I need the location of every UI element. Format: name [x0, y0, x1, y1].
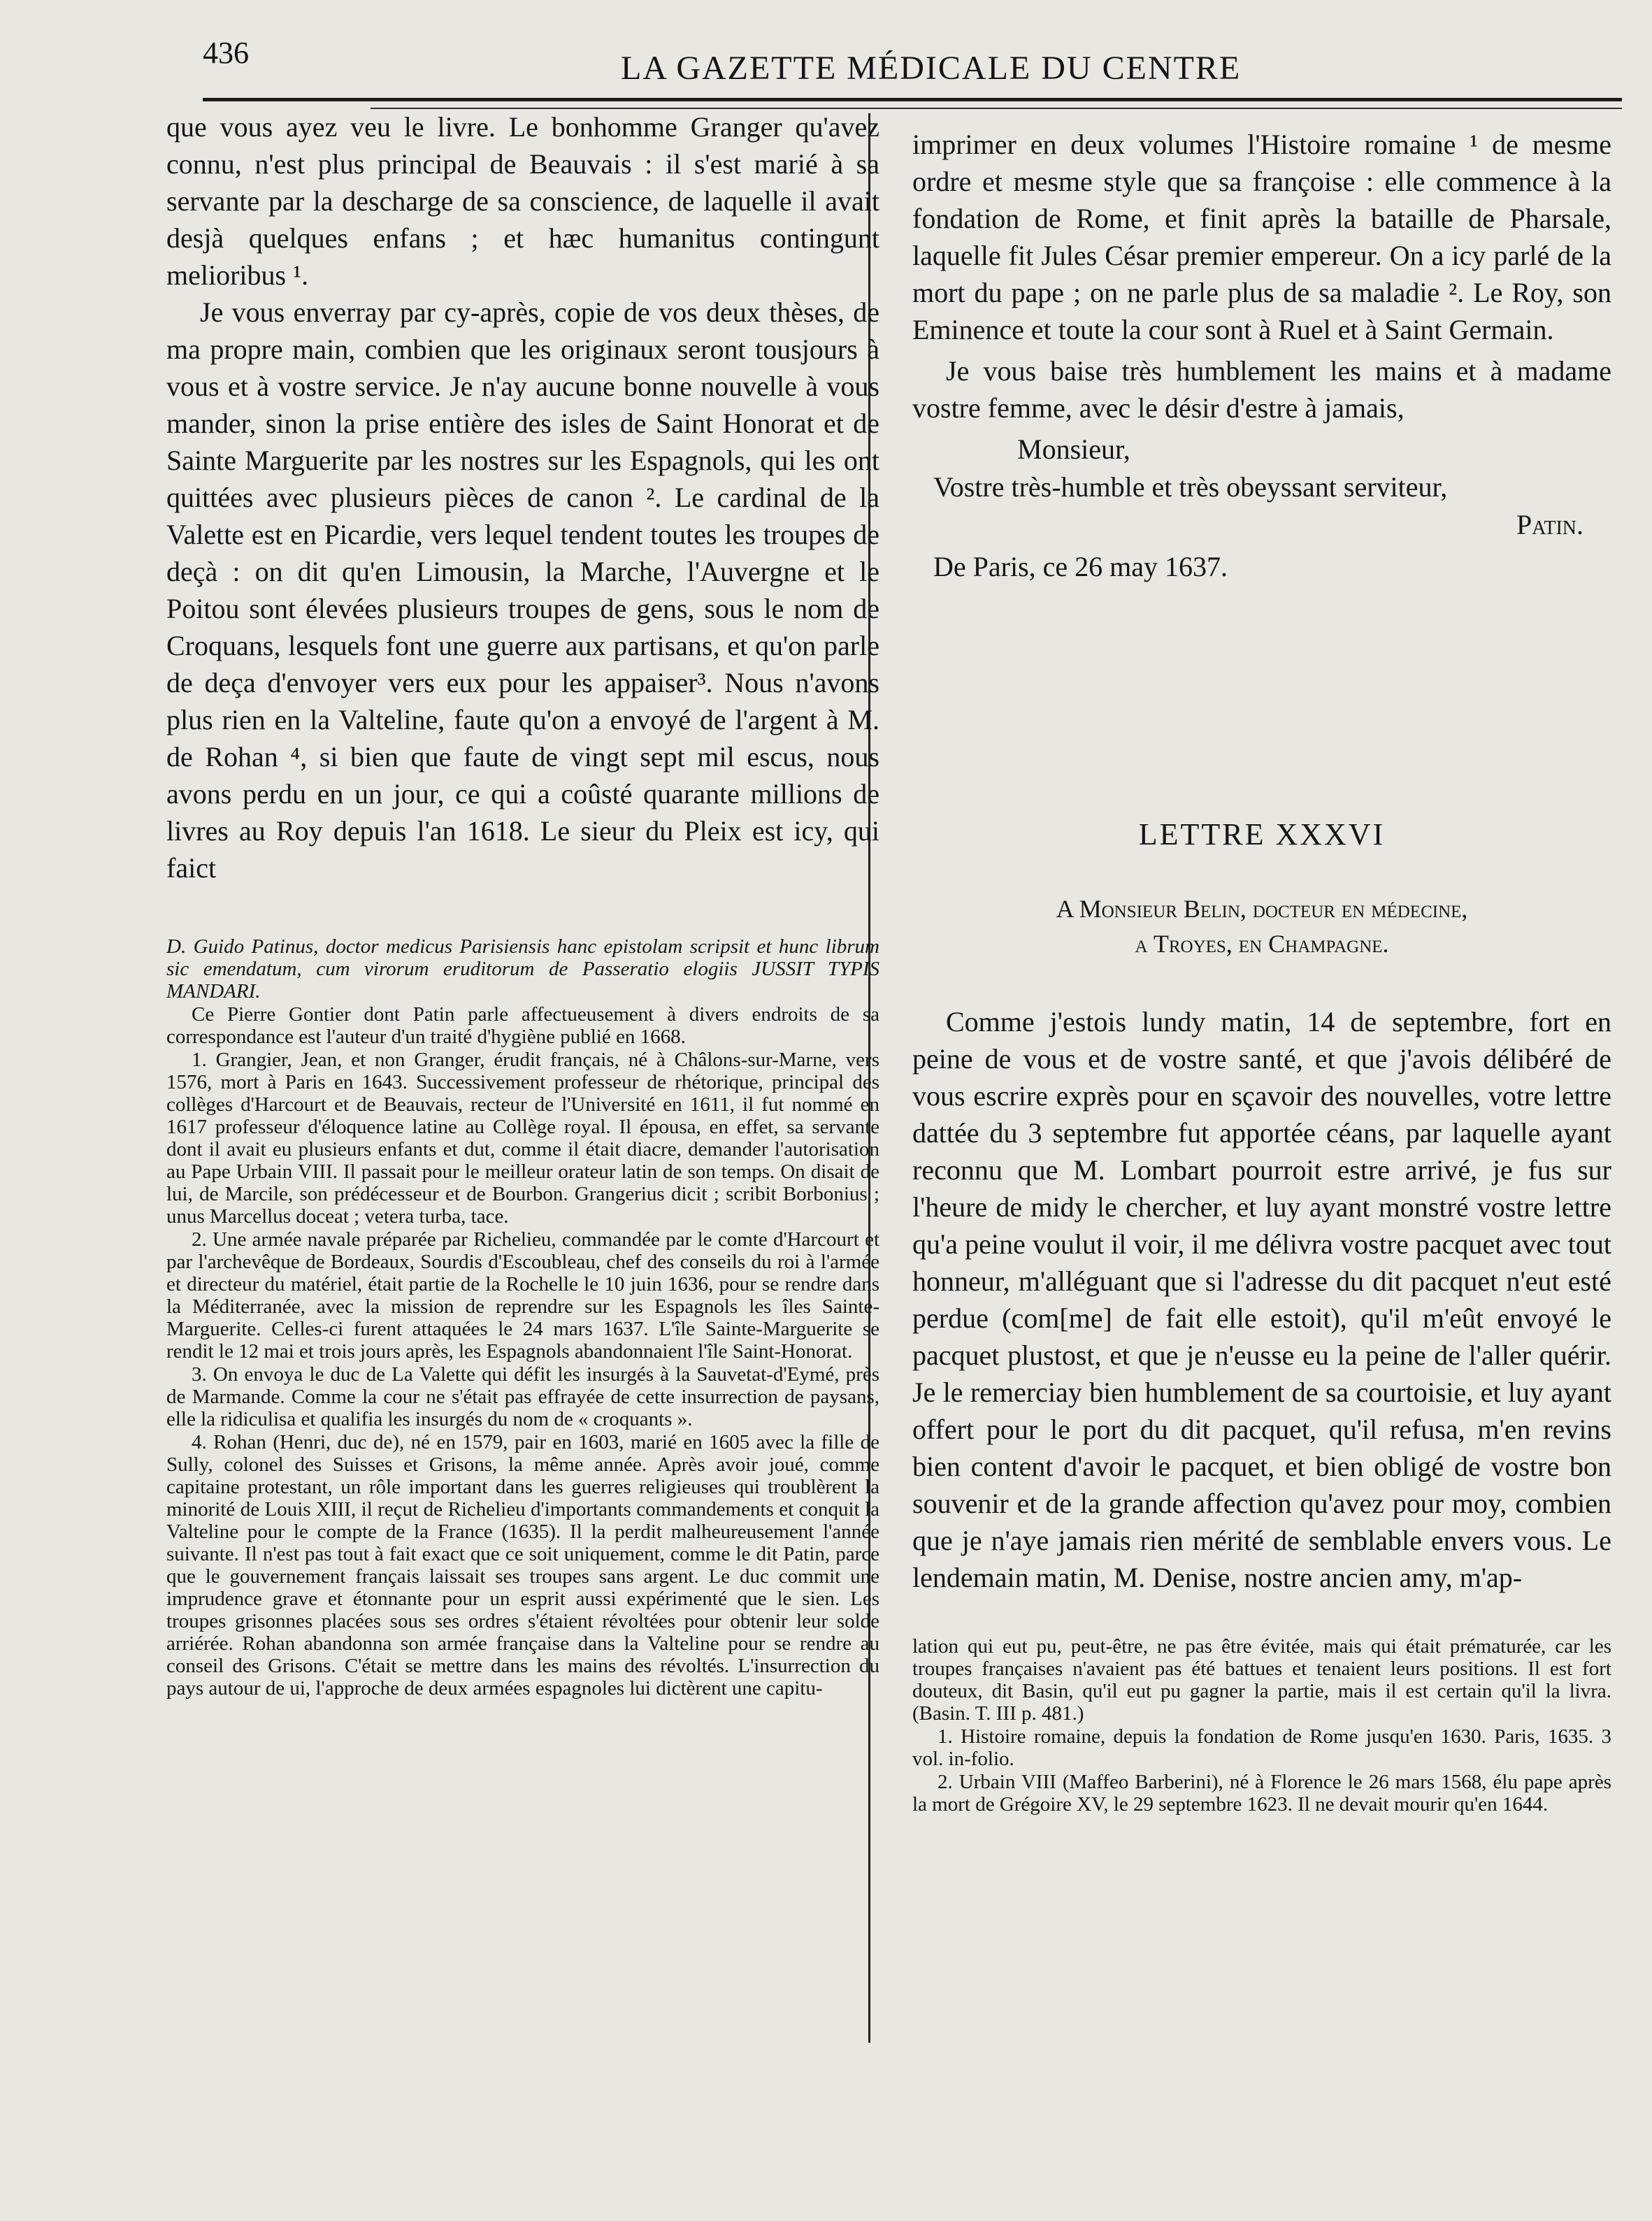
- footnote-4: 4. Rohan (Henri, duc de), né en 1579, pair en 1603, marié en 1605 avec la fille de Sully, colonel des Suisses et Grisons, la même année. Après avoir joué, comme capitaine protestant, un rôle important dans les guerres religieuses qui troublèrent la minorité de Louis XIII, il reçut de Richelieu d'importants commandements et conquit la Valteline pour le compte de la France (1635). Il la perdit malheureusement l'année suivante. Il n'est pas tout à fait exact que ce soit uniquement, comme le dit Patin, parce que le gouvernement français laissait ses troupes sans argent. Le duc commit une imprudence grave et étonnante pour un esprit aussi expérimenté que le sien. Les troupes grisonnes placées sous ses ordres s'étaient révoltées pour obtenir leur solde arriérée. Rohan abandonna son armée française dans la Valteline pour se rendre au conseil des Grisons. C'était se mettre dans les mains des révoltés. L'insurrection du pays autour de ui, l'approche de deux armées espagnoles lui dictèrent une capitu-: [166, 1431, 879, 1699]
- left-paragraph-1: que vous ayez veu le livre. Le bonhomme Granger qu'avez connu, n'est plus principal de Beauvais : il s'est marié à sa servante par la descharge de sa conscience, de laquelle il avait desjà quelques enfans ; et hæc humanitus contingunt melioribus ¹.: [166, 111, 879, 291]
- addressee-line-1: A Monsieur Belin, docteur en médecine,: [1056, 895, 1468, 923]
- closing-date: De Paris, ce 26 may 1637.: [933, 551, 1228, 582]
- left-paragraph-2: Je vous enverray par cy-après, copie de vos deux thèses, de ma propre main, combien que les originaux seront tousjours à vous et à vostre service. Je n'ay aucune bonne nouvelle à vous mander, sinon la prise entière des isles de Saint Honorat et de Sainte Marguerite par les nostres sur les Espagnols, qui les ont quittées avec plusieurs pièces de canon ². Le cardinal de la Valette est en Picardie, vers lequel tendent toutes les troupes de deçà : on dit qu'en Limousin, la Marche, l'Auvergne et le Poitou sont élevées plusieurs troupes de gens, sous le nom de Croquans, lesquels font une guerre aux partisans, et qu'on parle de deça d'envoyer vers eux pour les appaiser³. Nous n'avons plus rien en la Valteline, faute qu'on a envoyé de l'argent à M. de Rohan ⁴, si bien que faute de vingt sept mil escus, nous avons perdu en un jour, ce qui a coûsté quarante millions de livres au Roy depuis l'an 1618. Le sieur du Pleix est icy, qui faict: [166, 296, 879, 884]
- left-footnotes: [166, 935, 879, 1699]
- right-column: [912, 126, 1611, 1816]
- footnote-right-1: 1. Histoire romaine, depuis la fondation de Rome jusqu'en 1630. Paris, 1635. 3 vol. in-folio.: [912, 1725, 1611, 1770]
- right-footnotes: [912, 1635, 1611, 1816]
- footnote-1: 1. Grangier, Jean, et non Granger, érudit français, né à Châlons-sur-Marne, vers 1576, mort à Paris en 1643. Successivement professeur de rhétorique, principal des collèges d'Harcourt et de Beauvais, recteur de l'Université en 1611, il fut nommé en 1617 professeur d'éloquence latine au Collège royal. Il épousa, en effet, sa servante dont il avait eu plusieurs enfants et dut, comme il était diacre, demander l'autorisation au Pape Urbain VIII. Il passait pour le meilleur orateur latin de son temps. On disait de lui, de Marcile, son prédécesseur et de Bourbon. Grangerius dicit ; scribit Borbonius ; unus Marcellus doceat ; vetera turba, tace.: [166, 1049, 879, 1228]
- letter-title: LETTRE XXXVI: [1138, 817, 1386, 851]
- footnote-dedication: D. Guido Patinus, doctor medicus Parisiensis hanc epistolam scripsit et hunc librum sic emendatum, cum virorum eruditorum de Passeratio elogiis JUSSIT TYPIS MANDARI.: [166, 935, 879, 1002]
- right-body: [912, 126, 1611, 426]
- letter-addressee: [912, 891, 1611, 961]
- right-paragraph-1: imprimer en deux volumes l'Histoire romaine ¹ de mesme ordre et mesme style que sa françoise : elle commence à la fondation de Rome, et finit après la bataille de Pharsale, laquelle fit Jules César premier empereur. On a icy parlé de la mort du pape ; on ne parle plus de sa maladie ². Le Roy, son Eminence et toute la cour sont à Ruel et à Saint Germain.: [912, 129, 1611, 345]
- letter-body-container: [912, 1003, 1611, 1596]
- closing-servant: Vostre très-humble et très obeyssant serviteur,: [933, 471, 1448, 503]
- page-header: [203, 28, 1622, 98]
- letter-xxxvi: [912, 817, 1611, 1596]
- footnote-gontier: Ce Pierre Gontier dont Patin parle affectueusement à divers endroits de sa correspondance est l'auteur d'un traité d'hygiène publié en 1668.: [166, 1003, 879, 1048]
- footnote-right-2: 2. Urbain VIII (Maffeo Barberini), né à Florence le 26 mars 1568, élu pape après la mort de Grégoire XV, le 29 septembre 1623. Il ne devait mourir qu'en 1644.: [912, 1771, 1611, 1816]
- letter-closing: [912, 431, 1611, 586]
- left-column: [166, 108, 879, 1700]
- header-rule: [203, 98, 1622, 101]
- footnote-4-continued: lation qui eut pu, peut-être, ne pas être évitée, mais qui était prématurée, car les troupes françaises n'avaient pas été battues et tenaient leurs positions. Il est fort douteux, dit Basin, qu'il eut pu gagner la partie, mais il est certain qu'il la livra. (Basin. T. III p. 481.): [912, 1635, 1611, 1725]
- journal-title: LA GAZETTE MÉDICALE DU CENTRE: [621, 50, 1242, 87]
- footnote-3: 3. On envoya le duc de La Valette qui défit les insurgés à la Sauvetat-d'Eymé, près de Marmande. Comme la cour ne s'était pas effrayée de cette insurrection de paysans, elle la ridiculisa et qualifia les insurgés du nom de « croquants ».: [166, 1363, 879, 1430]
- right-paragraph-2: Je vous baise très humblement les mains et à madame vostre femme, avec le désir d'estre à jamais,: [912, 355, 1611, 424]
- closing-salutation: Monsieur,: [1017, 433, 1130, 465]
- letter-body: Comme j'estois lundy matin, 14 de septembre, fort en peine de vous et de vostre santé, et que j'avois délibéré de vous escrire exprès pour en sçavoir des nouvelles, votre lettre dattée du 3 septembre fut apportée céans, par laquelle ayant reconnu que M. Lombart pourroit estre arrivé, je fus sur l'heure de midy le chercher, et luy ayant monstré vostre lettre qu'a peine voulut il voir, il me délivra vostre pacquet avec tout honneur, m'alléguant que si l'adresse du dit pacquet n'eut esté perdue (com[me] de fait elle estoit), qu'il m'eût envoyé le pacquet plustost, et que je n'eusse eu la peine de l'aller quérir. Je le remerciay bien humblement de sa courtoisie, et luy ayant offert pour le port du dit pacquet, qu'il refusa, m'en revins bien content d'avoir le pacquet, et bien obligé de vostre bon souvenir et de la grande affection qu'avez pour moy, combien que je n'aye jamais rien mérité de semblable envers vous. Le lendemain matin, M. Denise, nostre ancien amy, m'ap-: [912, 1006, 1611, 1593]
- page-number: 436: [203, 36, 249, 70]
- footnote-2: 2. Une armée navale préparée par Richelieu, commandée par le comte d'Harcourt et par l'archevêque de Bordeaux, Sourdis d'Escoubleau, chef des conseils du roi à l'armée et directeur du matériel, était partie de la Rochelle le 10 juin 1636, pour se rendre dans la Méditerranée, avec la mission de reprendre sur les Espagnols les îles Sainte-Marguerite. Celles-ci furent attaquées le 24 mars 1637. L'île Sainte-Marguerite se rendit le 12 mai et trois jours après, les Espagnols abandonnaient l'île Saint-Honorat.: [166, 1228, 879, 1363]
- left-body: [166, 108, 879, 886]
- addressee-line-2: a Troyes, en Champagne.: [1135, 930, 1389, 958]
- closing-signature: Patin.: [1516, 509, 1583, 540]
